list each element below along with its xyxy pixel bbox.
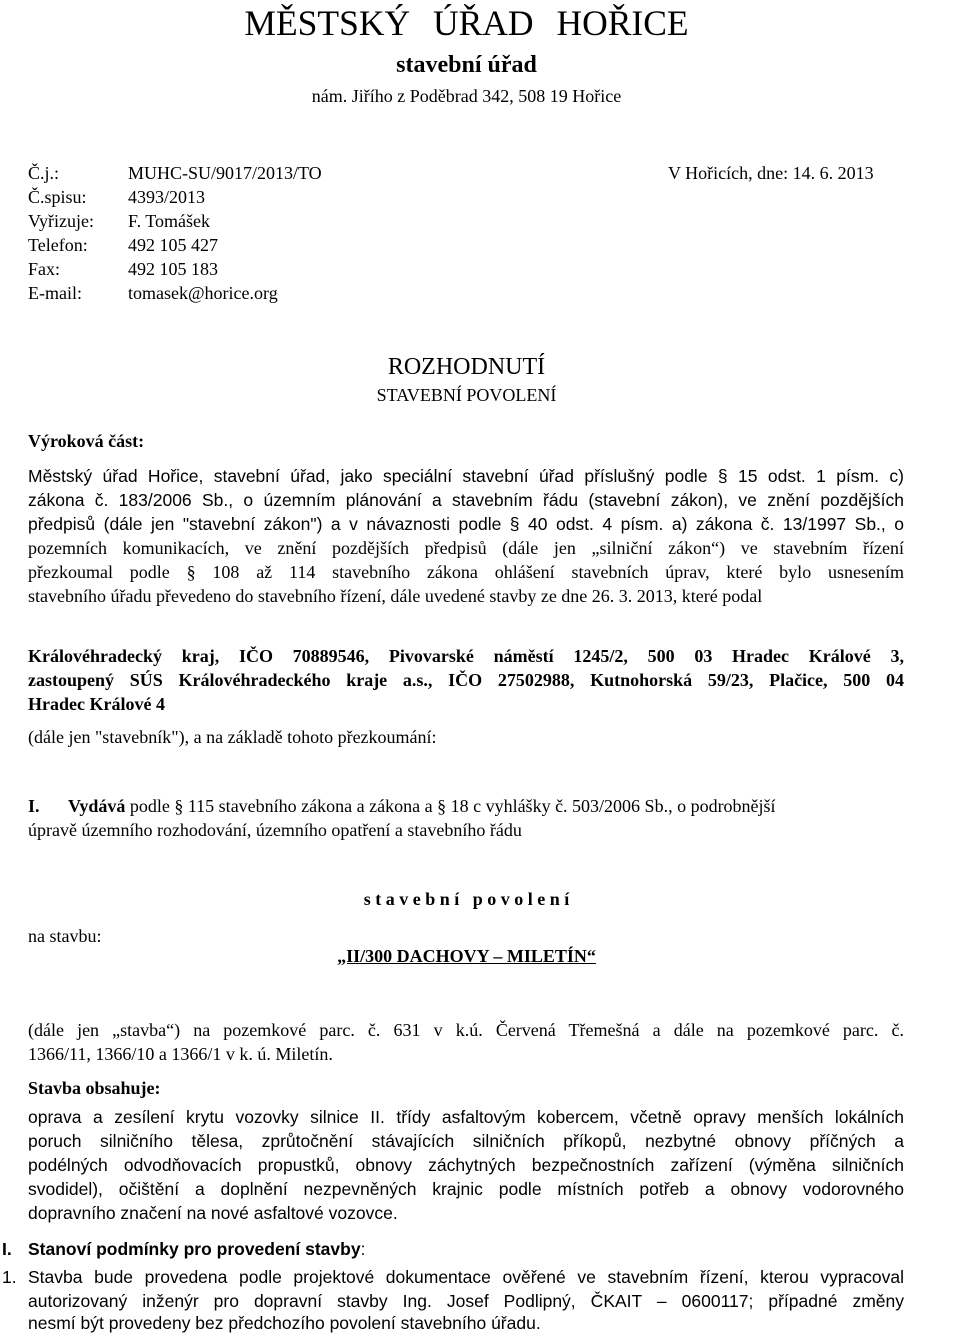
condition-item-line: Stavba bude provedena podle projektové dokumentace ověřené ve stavebním řízení, kterou vypracoval: [28, 1267, 904, 1287]
decision-subtitle: STAVEBNÍ POVOLENÍ: [376, 385, 557, 405]
ref-value-spisu: 4393/2013: [128, 187, 206, 207]
condition-item-line: autorizovaný inženýr pro dopravní stavby Ing. Josef Podlipný, ČKAIT – 0600117; případné změny: [28, 1291, 904, 1311]
parcels-line2: 1366/11, 1366/10 a 1366/1 v k. ú. Miletín.: [28, 1044, 333, 1064]
applicant-line: zastoupený SÚS Královéhradeckého kraje a.s., IČO 27502988, Kutnohorská 59/23, Plačice, 500 04: [28, 670, 904, 690]
ref-value-vyrizuje: F. Tomášek: [128, 211, 210, 231]
contents-line: oprava a zesílení krytu vozovky silnice II. třídy asfaltovým kobercem, včetně opravy menších lokálních: [28, 1107, 904, 1127]
condition-item-number: 1.: [2, 1267, 17, 1287]
ref-label-email: E-mail:: [28, 283, 82, 303]
conditions-heading-wrap: [28, 1238, 365, 1262]
intro-line: předpisů (dále jen "stavební zákon") a v návaznosti podle § 40 odst. 4 písm. a) zákona č. 13/1997 Sb., o: [28, 514, 904, 534]
permit-heading: s t a v e b n í p o v o l e n í: [363, 889, 570, 909]
construction-name: „II/300 DACHOVY – MILETÍN“: [337, 946, 596, 966]
intro-line: přezkoumal podle § 108 až 114 stavebního zákona ohlášení stavebních úprav, které bylo usnesením: [28, 562, 904, 582]
ref-label-vyrizuje: Vyřizuje:: [28, 211, 94, 231]
construction-label: na stavbu:: [28, 926, 102, 946]
applicant-note: (dále jen "stavebník"), a na základě tohoto přezkoumání:: [28, 727, 437, 747]
office-address: nám. Jiřího z Poděbrad 342, 508 19 Hořice: [311, 86, 622, 106]
department-title: stavební úřad: [396, 52, 537, 78]
ref-label-spisu: Č.spisu:: [28, 187, 87, 207]
contents-line: svodidel), očištění a doplnění nezpevněných krajnic podle místních potřeb a obnovy vodorovného: [28, 1179, 904, 1199]
conditions-colon: :: [360, 1239, 366, 1259]
ref-value-cj: MUHC-SU/9017/2013/TO: [128, 163, 322, 183]
intro-line: pozemních komunikacích, ve znění pozdějších předpisů (dále jen „silniční zákon“) ve stavebním řízení: [28, 538, 904, 558]
parcels-line1: (dále jen „stavba“) na pozemkové parc. č. 631 v k.ú. Červená Třemešná a dále na pozemkové parc. č.: [28, 1020, 904, 1040]
intro-line: Městský úřad Hořice, stavební úřad, jako speciální stavební úřad příslušný podle § 15 odst. 1 písm. c): [28, 466, 904, 486]
condition-item-line: nesmí být provedeny bez předchozího povolení stavebního úřadu.: [28, 1313, 541, 1333]
section-one-text-line2: úpravě územního rozhodování, územního opatření a stavebního řádu: [28, 820, 522, 840]
contents-line: poruch silničního tělesa, zprůtočnění stávajících silničních příkopů, nezbytné obnovy příčných a: [28, 1131, 904, 1151]
ref-label-cj: Č.j.:: [28, 163, 60, 183]
intro-line: zákona č. 183/2006 Sb., o územním plánování a stavebním řádu (stavební zákon), ve znění pozdějších: [28, 490, 904, 510]
contents-heading: Stavba obsahuje:: [28, 1078, 161, 1098]
ref-value-email[interactable]: tomasek@horice.org: [128, 283, 278, 303]
section-one-text-line1: podle § 115 stavebního zákona a zákona a § 18 c vyhlášky č. 503/2006 Sb., o podrobnější: [125, 796, 776, 816]
ref-label-fax: Fax:: [28, 259, 61, 279]
contents-line: dopravního značení na nové asfaltové vozovce.: [28, 1203, 398, 1223]
ref-label-telefon: Telefon:: [28, 235, 88, 255]
conditions-numeral: I.: [2, 1239, 12, 1259]
conditions-heading: Stanoví podmínky pro provedení stavby: [28, 1239, 361, 1259]
section-label: Výroková část:: [28, 431, 145, 451]
section-one-numeral: I.: [28, 796, 40, 816]
applicant-line: Hradec Králové 4: [28, 694, 165, 714]
decision-title: ROZHODNUTÍ: [387, 354, 546, 380]
contents-line: podélných odvodňovacích propustků, obnovy záchytných bezpečnostních zařízení (výměna silničních: [28, 1155, 904, 1175]
applicant-line: Královéhradecký kraj, IČO 70889546, Pivovarské náměstí 1245/2, 500 03 Hradec Králové 3,: [28, 646, 904, 666]
document-date: V Hořicích, dne: 14. 6. 2013: [668, 163, 874, 183]
ref-value-fax: 492 105 183: [128, 259, 218, 279]
section-one-text: [68, 795, 776, 818]
office-title: MĚSTSKÝ ÚŘAD HOŘICE: [244, 3, 689, 43]
section-one-verb: Vydává: [68, 796, 126, 816]
ref-value-telefon: 492 105 427: [128, 235, 218, 255]
intro-line: stavebního úřadu převedeno do stavebního řízení, dále uvedené stavby ze dne 26. 3. 2013, které podal: [28, 586, 763, 606]
